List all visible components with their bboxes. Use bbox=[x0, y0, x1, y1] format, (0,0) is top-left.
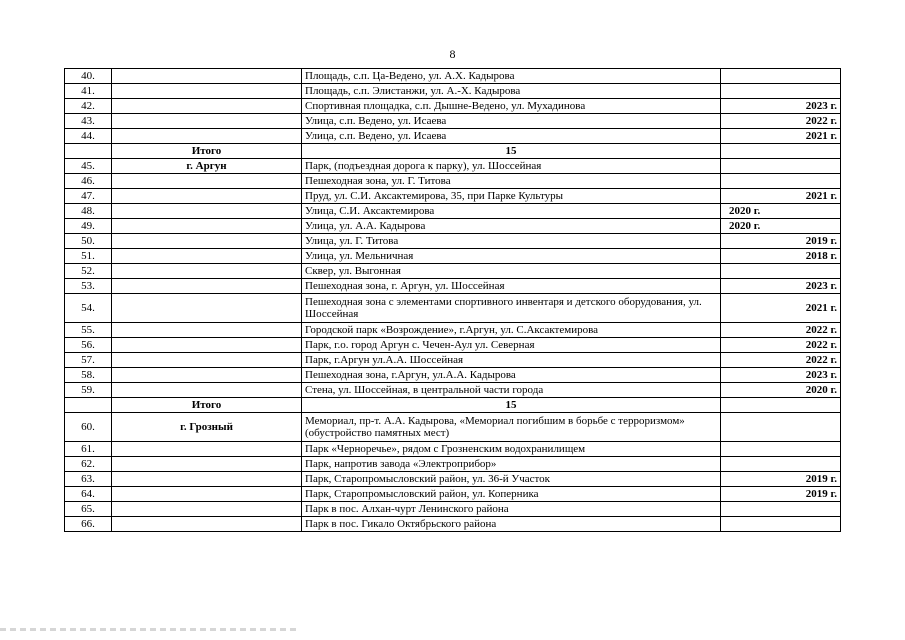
row-year bbox=[721, 264, 841, 279]
table-row bbox=[65, 338, 841, 353]
row-number: 62. bbox=[65, 457, 112, 472]
row-number: 64. bbox=[65, 487, 112, 502]
row-locality bbox=[112, 487, 302, 502]
total-label: Итого bbox=[112, 398, 302, 413]
table-row bbox=[65, 69, 841, 84]
row-year bbox=[721, 159, 841, 174]
table-row bbox=[65, 189, 841, 204]
table-row bbox=[65, 368, 841, 383]
row-locality bbox=[112, 323, 302, 338]
total-year-cell bbox=[721, 144, 841, 159]
row-locality bbox=[112, 189, 302, 204]
row-number: 66. bbox=[65, 517, 112, 532]
table-row bbox=[65, 472, 841, 487]
row-object: Улица, ул. Г. Титова bbox=[302, 234, 721, 249]
table-row bbox=[65, 353, 841, 368]
row-object: Парк в пос. Алхан-чурт Ленинского района bbox=[302, 502, 721, 517]
row-object: Парк в пос. Гикало Октябрьского района bbox=[302, 517, 721, 532]
row-locality bbox=[112, 457, 302, 472]
row-object: Городской парк «Возрождение», г.Аргун, ул. С.Аксактемирова bbox=[302, 323, 721, 338]
row-year bbox=[721, 442, 841, 457]
table-row bbox=[65, 204, 841, 219]
table-row bbox=[65, 487, 841, 502]
row-number: 50. bbox=[65, 234, 112, 249]
table-row bbox=[65, 99, 841, 114]
table-row bbox=[65, 129, 841, 144]
row-year: 2021 г. bbox=[721, 189, 841, 204]
row-number: 55. bbox=[65, 323, 112, 338]
row-object: Улица, ул. Мельничная bbox=[302, 249, 721, 264]
row-locality bbox=[112, 502, 302, 517]
row-year: 2023 г. bbox=[721, 368, 841, 383]
table-row bbox=[65, 249, 841, 264]
table-row bbox=[65, 84, 841, 99]
row-year bbox=[721, 502, 841, 517]
table-row bbox=[65, 114, 841, 129]
row-locality bbox=[112, 338, 302, 353]
row-year: 2022 г. bbox=[721, 114, 841, 129]
row-object: Стена, ул. Шоссейная, в центральной части города bbox=[302, 383, 721, 398]
row-year: 2020 г. bbox=[721, 204, 841, 219]
total-num-cell bbox=[65, 144, 112, 159]
table-row bbox=[65, 323, 841, 338]
row-number: 42. bbox=[65, 99, 112, 114]
row-year: 2019 г. bbox=[721, 234, 841, 249]
row-number: 59. bbox=[65, 383, 112, 398]
row-year: 2021 г. bbox=[721, 129, 841, 144]
row-object: Пешеходная зона с элементами спортивного инвентаря и детского оборудования, ул. Шоссейная bbox=[302, 294, 721, 323]
row-number: 48. bbox=[65, 204, 112, 219]
total-num-cell bbox=[65, 398, 112, 413]
table-row bbox=[65, 234, 841, 249]
row-locality bbox=[112, 129, 302, 144]
row-object: Площадь, с.п. Элистанжи, ул. А.-Х. Кадырова bbox=[302, 84, 721, 99]
row-object: Пешеходная зона, ул. Г. Титова bbox=[302, 174, 721, 189]
row-locality bbox=[112, 84, 302, 99]
row-year: 2022 г. bbox=[721, 323, 841, 338]
row-locality bbox=[112, 204, 302, 219]
row-locality bbox=[112, 99, 302, 114]
row-locality bbox=[112, 219, 302, 234]
row-object: Парк, Старопромысловский район, ул. Коперника bbox=[302, 487, 721, 502]
row-object: Пруд, ул. С.И. Аксактемирова, 35, при Парке Культуры bbox=[302, 189, 721, 204]
total-count: 15 bbox=[302, 398, 721, 413]
row-locality bbox=[112, 234, 302, 249]
row-object: Пешеходная зона, г. Аргун, ул. Шоссейная bbox=[302, 279, 721, 294]
row-locality bbox=[112, 368, 302, 383]
row-locality bbox=[112, 442, 302, 457]
row-locality bbox=[112, 294, 302, 323]
row-year: 2019 г. bbox=[721, 487, 841, 502]
table-row bbox=[65, 517, 841, 532]
row-object: Спортивная площадка, с.п. Дышне-Ведено, ул. Мухадинова bbox=[302, 99, 721, 114]
row-number: 41. bbox=[65, 84, 112, 99]
row-year bbox=[721, 517, 841, 532]
table-row bbox=[65, 502, 841, 517]
registry-table-body bbox=[65, 69, 841, 532]
row-locality bbox=[112, 517, 302, 532]
row-object: Улица, с.п. Ведено, ул. Исаева bbox=[302, 129, 721, 144]
row-locality bbox=[112, 383, 302, 398]
row-number: 61. bbox=[65, 442, 112, 457]
row-number: 56. bbox=[65, 338, 112, 353]
row-number: 43. bbox=[65, 114, 112, 129]
total-row bbox=[65, 144, 841, 159]
table-row bbox=[65, 413, 841, 442]
row-year: 2019 г. bbox=[721, 472, 841, 487]
row-object: Парк «Черноречье», рядом с Грозненским водохранилищем bbox=[302, 442, 721, 457]
total-label: Итого bbox=[112, 144, 302, 159]
row-object: Улица, С.И. Аксактемирова bbox=[302, 204, 721, 219]
row-number: 65. bbox=[65, 502, 112, 517]
row-locality: г. Аргун bbox=[112, 159, 302, 174]
table-row bbox=[65, 159, 841, 174]
row-number: 45. bbox=[65, 159, 112, 174]
row-number: 58. bbox=[65, 368, 112, 383]
row-locality bbox=[112, 249, 302, 264]
row-number: 49. bbox=[65, 219, 112, 234]
row-number: 47. bbox=[65, 189, 112, 204]
row-locality bbox=[112, 114, 302, 129]
row-object: Площадь, с.п. Ца-Ведено, ул. А.Х. Кадырова bbox=[302, 69, 721, 84]
row-object: Парк, (подъездная дорога к парку), ул. Шоссейная bbox=[302, 159, 721, 174]
row-locality bbox=[112, 353, 302, 368]
row-year bbox=[721, 413, 841, 442]
table-row bbox=[65, 383, 841, 398]
row-object: Улица, ул. А.А. Кадырова bbox=[302, 219, 721, 234]
row-locality bbox=[112, 264, 302, 279]
total-year-cell bbox=[721, 398, 841, 413]
row-locality bbox=[112, 279, 302, 294]
row-object: Парк, напротив завода «Электроприбор» bbox=[302, 457, 721, 472]
row-locality bbox=[112, 472, 302, 487]
table-row bbox=[65, 442, 841, 457]
row-year bbox=[721, 174, 841, 189]
row-object: Улица, с.п. Ведено, ул. Исаева bbox=[302, 114, 721, 129]
table-row bbox=[65, 219, 841, 234]
row-year: 2023 г. bbox=[721, 279, 841, 294]
row-number: 54. bbox=[65, 294, 112, 323]
row-number: 51. bbox=[65, 249, 112, 264]
row-number: 52. bbox=[65, 264, 112, 279]
page-number: 8 bbox=[449, 47, 456, 61]
row-number: 46. bbox=[65, 174, 112, 189]
row-object: Парк, Старопромысловский район, ул. 36-й Участок bbox=[302, 472, 721, 487]
row-number: 60. bbox=[65, 413, 112, 442]
table-row bbox=[65, 279, 841, 294]
row-year: 2022 г. bbox=[721, 353, 841, 368]
row-year: 2021 г. bbox=[721, 294, 841, 323]
table-row bbox=[65, 457, 841, 472]
row-object: Пешеходная зона, г.Аргун, ул.А.А. Кадырова bbox=[302, 368, 721, 383]
total-row bbox=[65, 398, 841, 413]
table-row bbox=[65, 174, 841, 189]
row-object: Парк, г.о. город Аргун с. Чечен-Аул ул. Северная bbox=[302, 338, 721, 353]
table-row bbox=[65, 264, 841, 279]
row-year bbox=[721, 457, 841, 472]
row-number: 44. bbox=[65, 129, 112, 144]
row-year: 2020 г. bbox=[721, 219, 841, 234]
row-year bbox=[721, 69, 841, 84]
row-number: 57. bbox=[65, 353, 112, 368]
row-locality: г. Грозный bbox=[112, 413, 302, 442]
row-object: Сквер, ул. Выгонная bbox=[302, 264, 721, 279]
row-year bbox=[721, 84, 841, 99]
scan-artifact bbox=[0, 628, 300, 631]
row-year: 2020 г. bbox=[721, 383, 841, 398]
row-locality bbox=[112, 174, 302, 189]
row-locality bbox=[112, 69, 302, 84]
total-count: 15 bbox=[302, 144, 721, 159]
row-number: 63. bbox=[65, 472, 112, 487]
row-object: Мемориал, пр-т. А.А. Кадырова, «Мемориал погибшим в борьбе с терроризмом» (обустройство памятных мест) bbox=[302, 413, 721, 442]
registry-table bbox=[64, 68, 841, 532]
row-number: 40. bbox=[65, 69, 112, 84]
row-number: 53. bbox=[65, 279, 112, 294]
row-year: 2023 г. bbox=[721, 99, 841, 114]
row-year: 2018 г. bbox=[721, 249, 841, 264]
table-row bbox=[65, 294, 841, 323]
row-object: Парк, г.Аргун ул.А.А. Шоссейная bbox=[302, 353, 721, 368]
row-year: 2022 г. bbox=[721, 338, 841, 353]
